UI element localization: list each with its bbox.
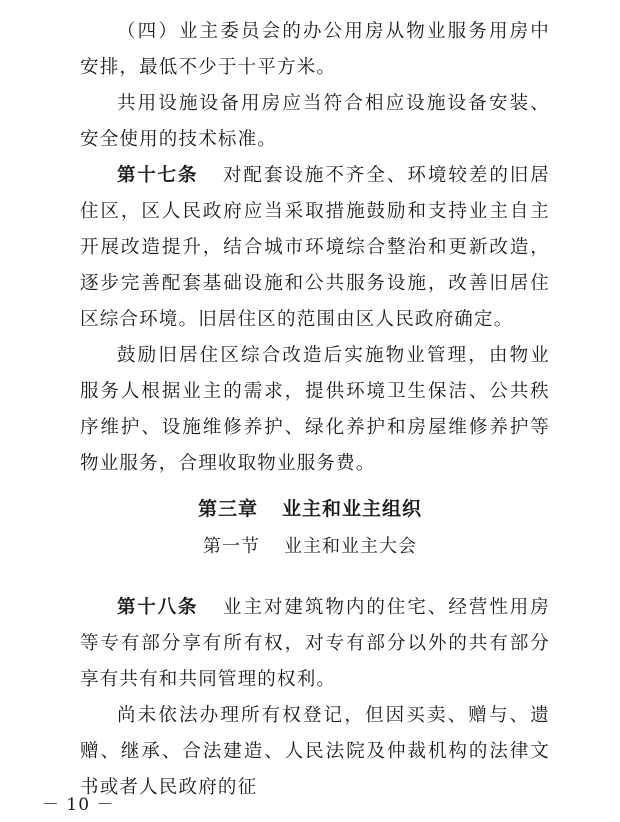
paragraph-text: 鼓励旧居住区综合改造后实施物业管理，由物业服务人根据业主的需求，提供环境卫生保洁、公共秩序维护、设施维修养护、绿化养护和房屋维修养护等物业服务，合理收取物业服务费。 bbox=[80, 345, 550, 474]
section-heading bbox=[0, 532, 620, 558]
paragraph-text: 对配套设施不齐全、环境较差的旧居住区，区人民政府应当采取措施鼓励和支持业主自主开展改造提升，结合城市环境综合整治和更新改造，逐步完善配套基础设施和公共服务设施，改善旧居住区综合环境。旧居住区的范围由区人民政府确定。 bbox=[80, 165, 550, 330]
paragraph-facility-rooms bbox=[80, 86, 550, 158]
chapter-title: 业主和业主组织 bbox=[282, 498, 423, 520]
chapter-number: 第三章 bbox=[197, 498, 258, 520]
article-number: 第十八条 bbox=[117, 597, 199, 618]
article-number: 第十七条 bbox=[117, 165, 199, 186]
paragraph-office-space bbox=[80, 14, 550, 86]
chapter-heading bbox=[0, 494, 620, 521]
paragraph-renovation-management bbox=[80, 338, 550, 482]
paragraph-text: （四）业主委员会的办公用房从物业服务用房中安排，最低不少于十平方米。 bbox=[80, 21, 550, 78]
paragraph-text: 共用设施设备用房应当符合相应设施设备安装、安全使用的技术标准。 bbox=[80, 93, 550, 150]
paragraph-unregistered-ownership bbox=[80, 698, 550, 806]
page-number: － 10 － bbox=[42, 795, 115, 815]
section-title: 业主和业主大会 bbox=[284, 536, 417, 557]
paragraph-text: 尚未依法办理所有权登记，但因买卖、赠与、遗赠、继承、合法建造、人民法院及仲裁机构的法律文书或者人民政府的征 bbox=[80, 705, 550, 798]
paragraph-text: 业主对建筑物内的住宅、经营性用房等专有部分享有所有权，对专有部分以外的共有部分享有共有和共同管理的权利。 bbox=[80, 597, 550, 690]
article-18 bbox=[80, 590, 550, 698]
section-number: 第一节 bbox=[203, 536, 260, 557]
article-17 bbox=[80, 158, 550, 338]
